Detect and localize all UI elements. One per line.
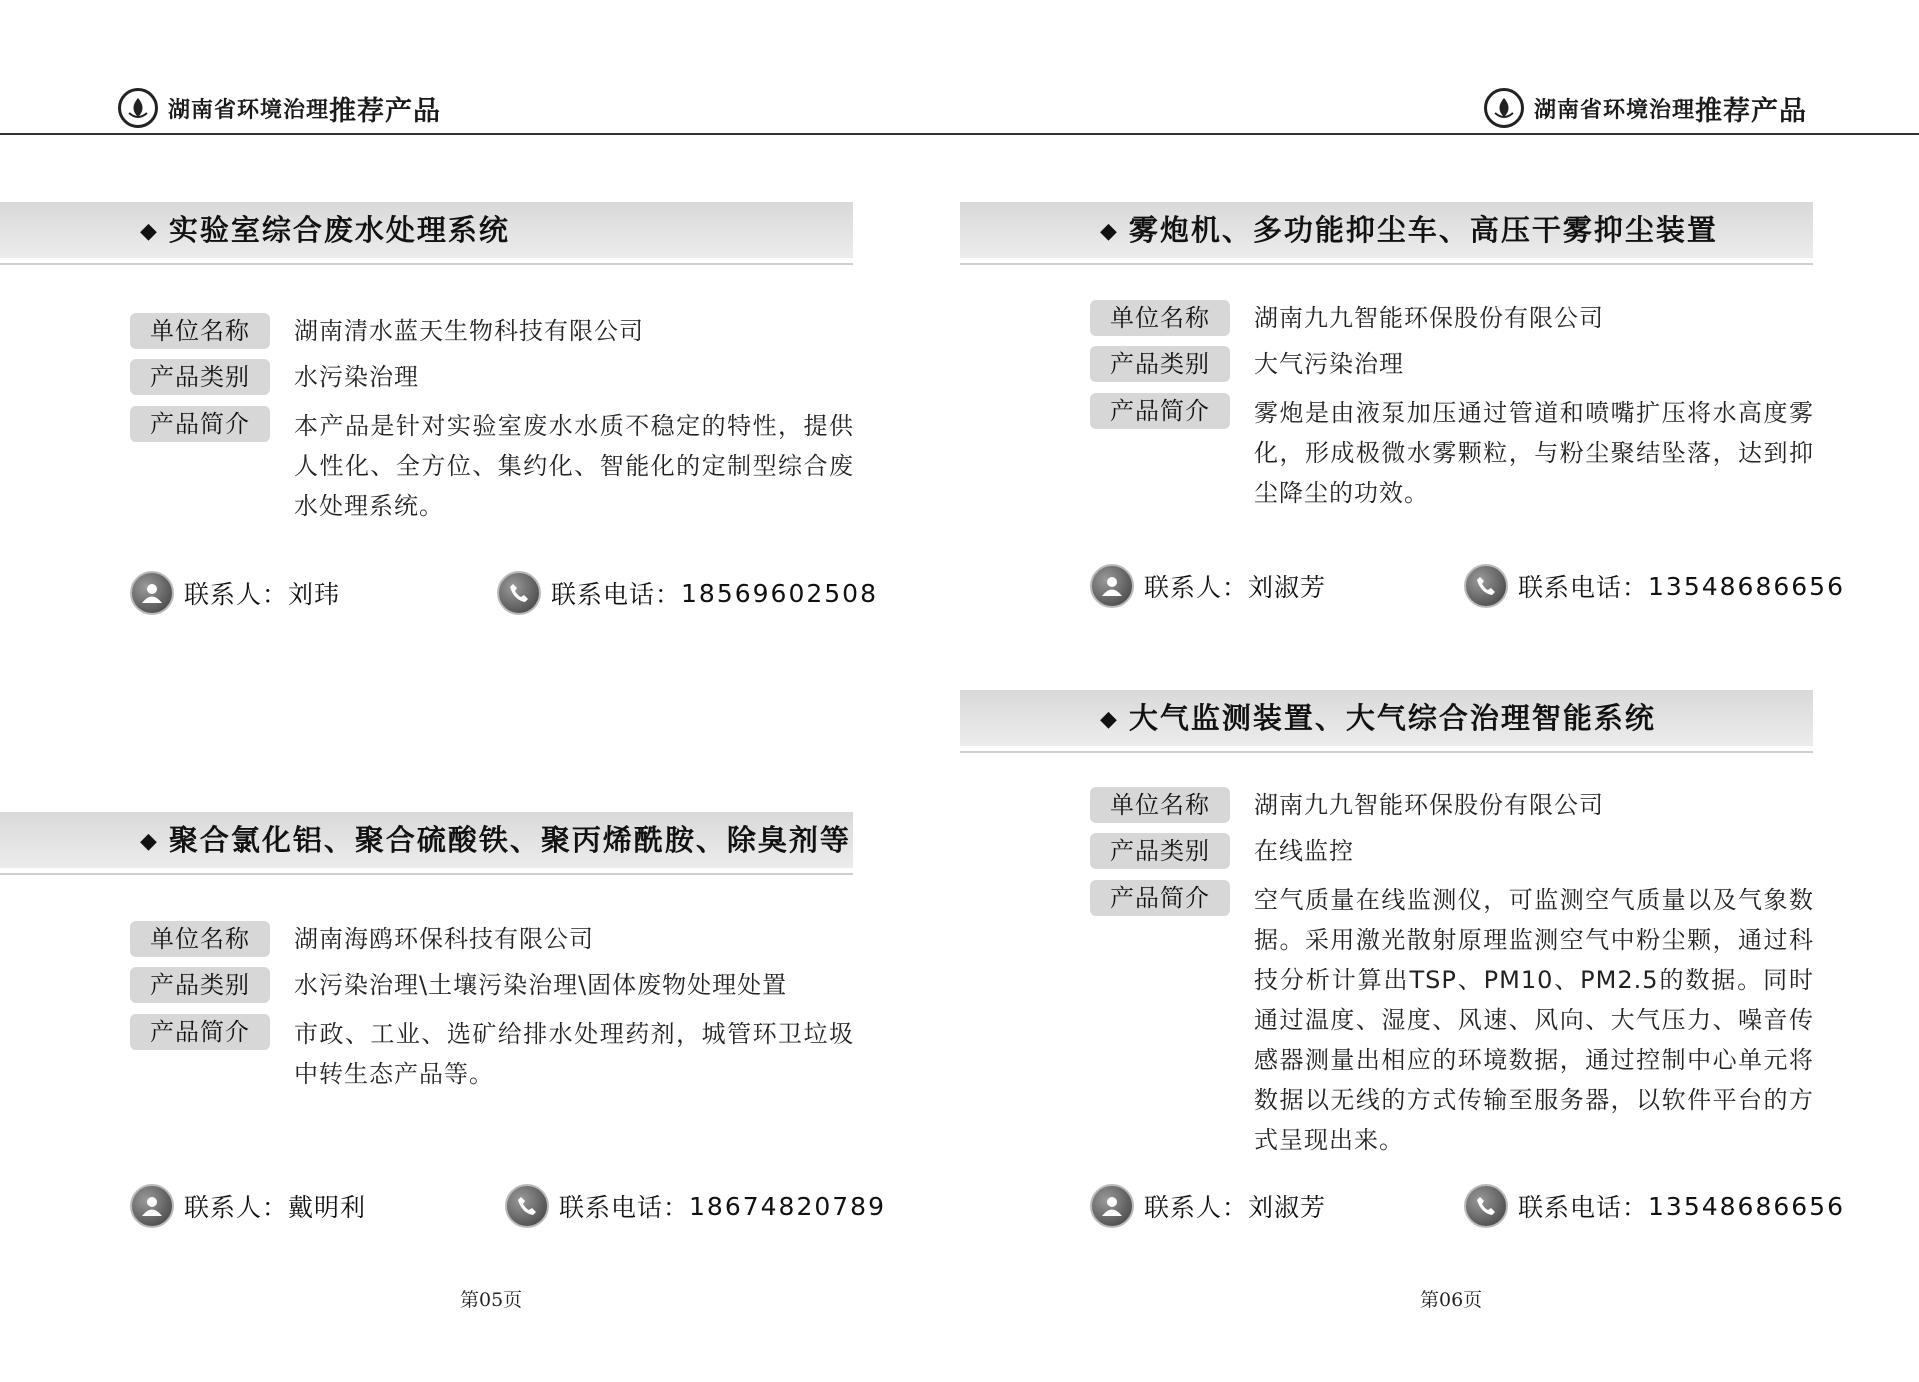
logo-icon <box>1484 88 1524 128</box>
contact-person-name: 刘玮 <box>288 580 341 609</box>
contact-phone <box>497 570 878 616</box>
category-row <box>1090 346 1404 382</box>
contact-phone <box>1464 1183 1845 1229</box>
contact-person-label: 联系人： <box>184 1193 289 1222</box>
company-row <box>130 921 594 957</box>
diamond-bullet-icon: ◆ <box>140 829 159 854</box>
intro-row <box>130 406 855 526</box>
category-value: 在线监控 <box>1254 837 1354 865</box>
product-title-band <box>0 812 853 868</box>
contact-person-name: 刘淑芳 <box>1248 1193 1327 1222</box>
company-row <box>1090 300 1604 336</box>
contact-phone-label: 联系电话： <box>1518 573 1649 602</box>
company-label: 单位名称 <box>130 313 270 349</box>
contact-person-label: 联系人： <box>184 580 289 609</box>
contact-phone-label: 联系电话： <box>551 580 682 609</box>
brand-title: 湖南省环境治理 <box>168 96 330 123</box>
contact-phone <box>1464 563 1845 609</box>
brand-title: 湖南省环境治理 <box>1534 96 1696 123</box>
intro-row <box>130 1014 855 1094</box>
company-label: 单位名称 <box>1090 787 1230 823</box>
intro-label: 产品简介 <box>130 406 270 442</box>
product-title-band <box>960 202 1813 258</box>
intro-row <box>1090 880 1815 1160</box>
person-icon <box>130 1184 174 1228</box>
product-title-band <box>960 690 1813 746</box>
intro-text: 雾炮是由液泵加压通过管道和喷嘴扩压将水高度雾化，形成极微水雾颗粒，与粉尘聚结坠落，达到抑尘降尘的功效。 <box>1254 399 1814 507</box>
brand-emphasis: 推荐产品 <box>1695 95 1808 127</box>
category-row <box>1090 833 1354 869</box>
product-title: ◆ 雾炮机、多功能抑尘车、高压干雾抑尘装置 <box>1100 213 1718 247</box>
product-title-band <box>0 202 853 258</box>
page-number-left: 第05页 <box>460 1289 523 1311</box>
contact-phone-number: 13548686656 <box>1648 1191 1845 1221</box>
intro-row <box>1090 393 1815 513</box>
product-title: ◆ 大气监测装置、大气综合治理智能系统 <box>1100 701 1656 735</box>
person-icon <box>1090 564 1134 608</box>
contact-phone-label: 联系电话： <box>1518 1193 1649 1222</box>
diamond-bullet-icon: ◆ <box>1100 707 1119 732</box>
product-title: ◆ 实验室综合废水处理系统 <box>140 213 510 247</box>
company-value: 湖南九九智能环保股份有限公司 <box>1254 304 1604 332</box>
header-brand-left <box>118 86 441 130</box>
phone-icon <box>505 1184 549 1228</box>
category-label: 产品类别 <box>130 359 270 395</box>
contact-person <box>1090 563 1326 609</box>
company-label: 单位名称 <box>1090 300 1230 336</box>
contact-phone-number: 13548686656 <box>1648 571 1845 601</box>
person-icon <box>1090 1184 1134 1228</box>
company-row <box>130 313 644 349</box>
company-value: 湖南九九智能环保股份有限公司 <box>1254 791 1604 819</box>
header-brand-right <box>1484 86 1807 130</box>
page-number-right: 第06页 <box>1420 1289 1483 1311</box>
category-row <box>130 359 419 395</box>
diamond-bullet-icon: ◆ <box>140 219 159 244</box>
category-label: 产品类别 <box>1090 833 1230 869</box>
intro-text: 本产品是针对实验室废水水质不稳定的特性，提供人性化、全方位、集约化、智能化的定制型综合废水处理系统。 <box>294 412 854 520</box>
intro-label: 产品简介 <box>1090 393 1230 429</box>
company-value: 湖南清水蓝天生物科技有限公司 <box>294 317 644 345</box>
intro-label: 产品简介 <box>130 1014 270 1050</box>
category-label: 产品类别 <box>1090 346 1230 382</box>
category-label: 产品类别 <box>130 967 270 1003</box>
product-title: ◆ 聚合氯化铝、聚合硫酸铁、聚丙烯酰胺、除臭剂等 <box>140 823 851 857</box>
company-value: 湖南海鸥环保科技有限公司 <box>294 925 594 953</box>
contact-person-label: 联系人： <box>1144 573 1249 602</box>
intro-label: 产品简介 <box>1090 880 1230 916</box>
logo-icon <box>118 88 158 128</box>
category-value: 水污染治理 <box>294 363 419 391</box>
category-value: 水污染治理\土壤污染治理\固体废物处理处置 <box>294 971 788 999</box>
company-label: 单位名称 <box>130 921 270 957</box>
phone-icon <box>497 571 541 615</box>
contact-person-name: 戴明利 <box>288 1193 367 1222</box>
company-row <box>1090 787 1604 823</box>
person-icon <box>130 571 174 615</box>
intro-text: 市政、工业、选矿给排水处理药剂，城管环卫垃圾中转生态产品等。 <box>294 1020 854 1088</box>
contact-person-label: 联系人： <box>1144 1193 1249 1222</box>
contact-person-name: 刘淑芳 <box>1248 573 1327 602</box>
contact-person <box>130 1183 366 1229</box>
category-value: 大气污染治理 <box>1254 350 1404 378</box>
contact-phone-label: 联系电话： <box>559 1193 690 1222</box>
contact-phone <box>505 1183 886 1229</box>
contact-person <box>130 570 340 616</box>
intro-text: 空气质量在线监测仪，可监测空气质量以及气象数据。采用激光散射原理监测空气中粉尘颗，通过科技分析计算出TSP、PM10、PM2.5的数据。同时通过温度、湿度、风速、风向、大气压力、噪音传感器测量出相应的环境数据，通过控制中心单元将数据以无线的方式传输至服务器，以软件平台的方式呈现出来。 <box>1254 886 1814 1154</box>
contact-phone-number: 18674820789 <box>689 1191 886 1221</box>
diamond-bullet-icon: ◆ <box>1100 219 1119 244</box>
header-rule <box>0 133 1919 135</box>
contact-phone-number: 18569602508 <box>681 578 878 608</box>
phone-icon <box>1464 564 1508 608</box>
category-row <box>130 967 787 1003</box>
contact-person <box>1090 1183 1326 1229</box>
brand-emphasis: 推荐产品 <box>329 95 442 127</box>
phone-icon <box>1464 1184 1508 1228</box>
